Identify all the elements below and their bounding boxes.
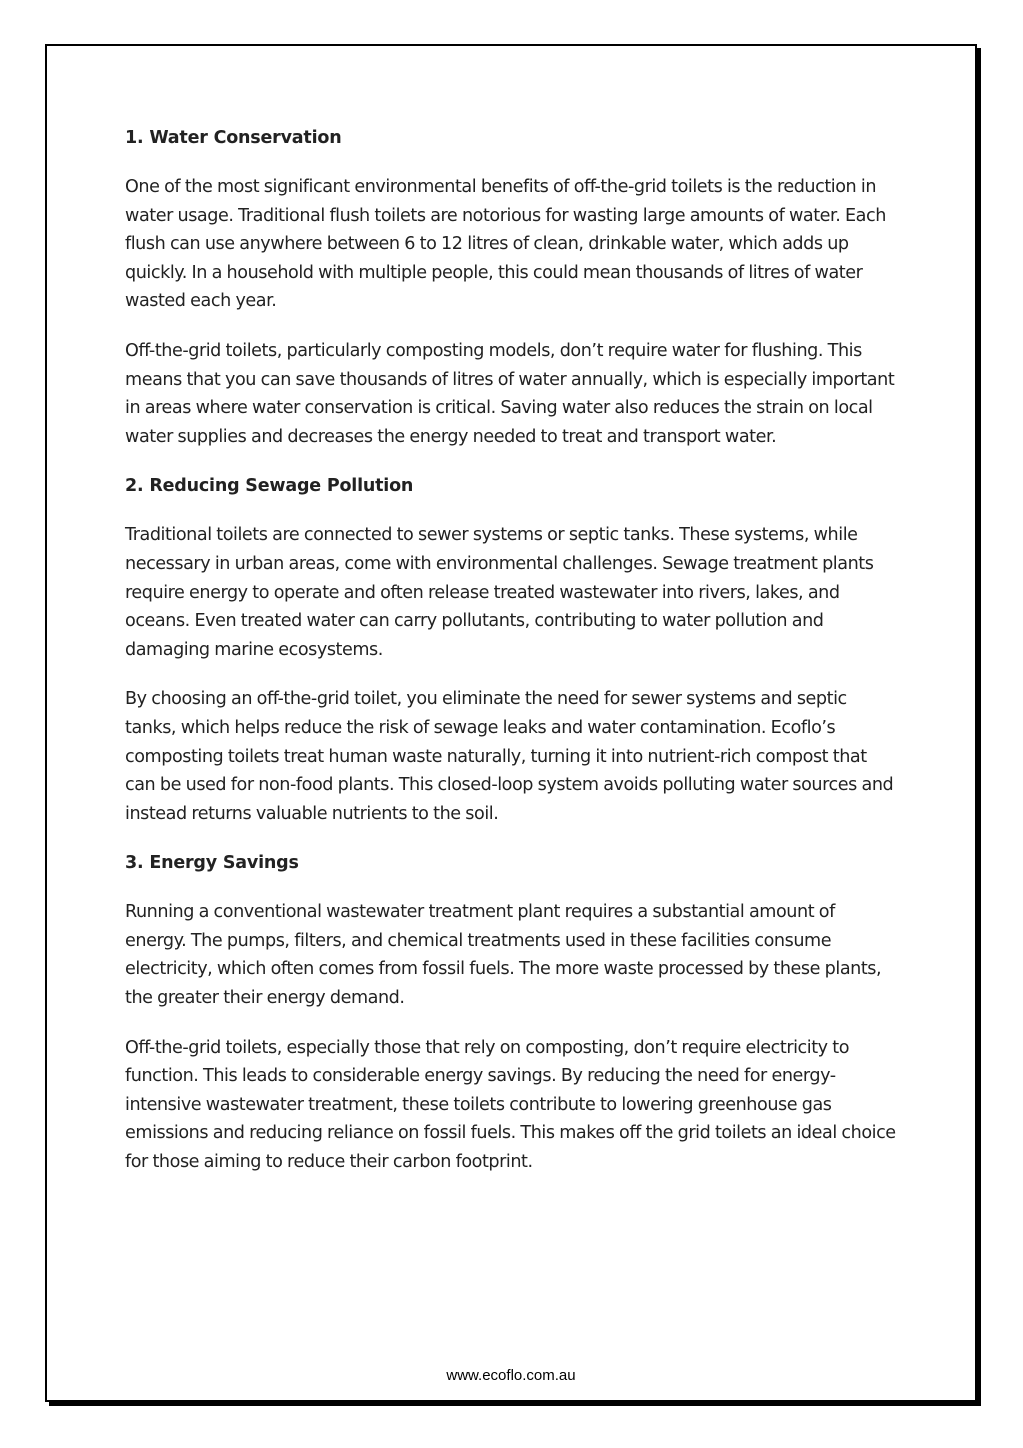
paragraph: Off-the-grid toilets, particularly composting models, don’t require water for flushing. This means that you can save thousands of litres of water annually, which is especially important in areas where water conservation is critical. Saving water also reduces the strain on local water supplies and decreases the energy needed to treat and transport water. [125,340,895,447]
section-water-conservation [125,124,900,451]
footer-url: www.ecoflo.com.au [446,1367,576,1384]
document-body [125,124,900,1198]
page-frame [45,44,977,1402]
paragraph: One of the most significant environmental benefits of off-the-grid toilets is the reduction in water usage. Traditional flush toilets are notorious for wasting large amounts of water. Each flush can use anywhere between 6 to 12 litres of clean, drinkable water, which adds up quickly. In a household with multiple people, this could mean thousands of litres of water wasted each year. [125,177,886,312]
paragraph: By choosing an off-the-grid toilet, you eliminate the need for sewer systems and septic tanks, which helps reduce the risk of sewage leaks and water contamination. Ecoflo’s composting toilets treat human waste naturally, turning it into nutrient-rich compost that can be used for non-food plants. This closed-loop system avoids polluting water sources and instead returns valuable nutrients to the soil. [125,689,894,824]
paragraph: Running a conventional wastewater treatment plant requires a substantial amount of energy. The pumps, filters, and chemical treatments used in these facilities consume electricity, which often comes from fossil fuels. The more waste processed by these plants, the greater their energy demand. [125,902,882,1009]
section-heading: 2. Reducing Sewage Pollution [125,476,414,497]
paragraph: Off-the-grid toilets, especially those that rely on composting, don’t require electricity to function. This leads to considerable energy savings. By reducing the need for energy-intensive wastewater treatment, these toilets contribute to lowering greenhouse gas emissions and reducing reliance on fossil fuels. This makes off the grid toilets an ideal choice for those aiming to reduce their carbon footprint. [125,1037,896,1173]
section-heading: 1. Water Conservation [125,128,342,148]
section-reducing-sewage-pollution [125,472,900,828]
section-heading: 3. Energy Savings [125,853,299,874]
section-energy-savings [125,849,900,1176]
paragraph: Traditional toilets are connected to sewer systems or septic tanks. These systems, while necessary in urban areas, come with environmental challenges. Sewage treatment plants require energy to operate and often release treated wastewater into rivers, lakes, and oceans. Even treated water can carry pollutants, contributing to water pollution and damaging marine ecosystems. [125,525,874,660]
